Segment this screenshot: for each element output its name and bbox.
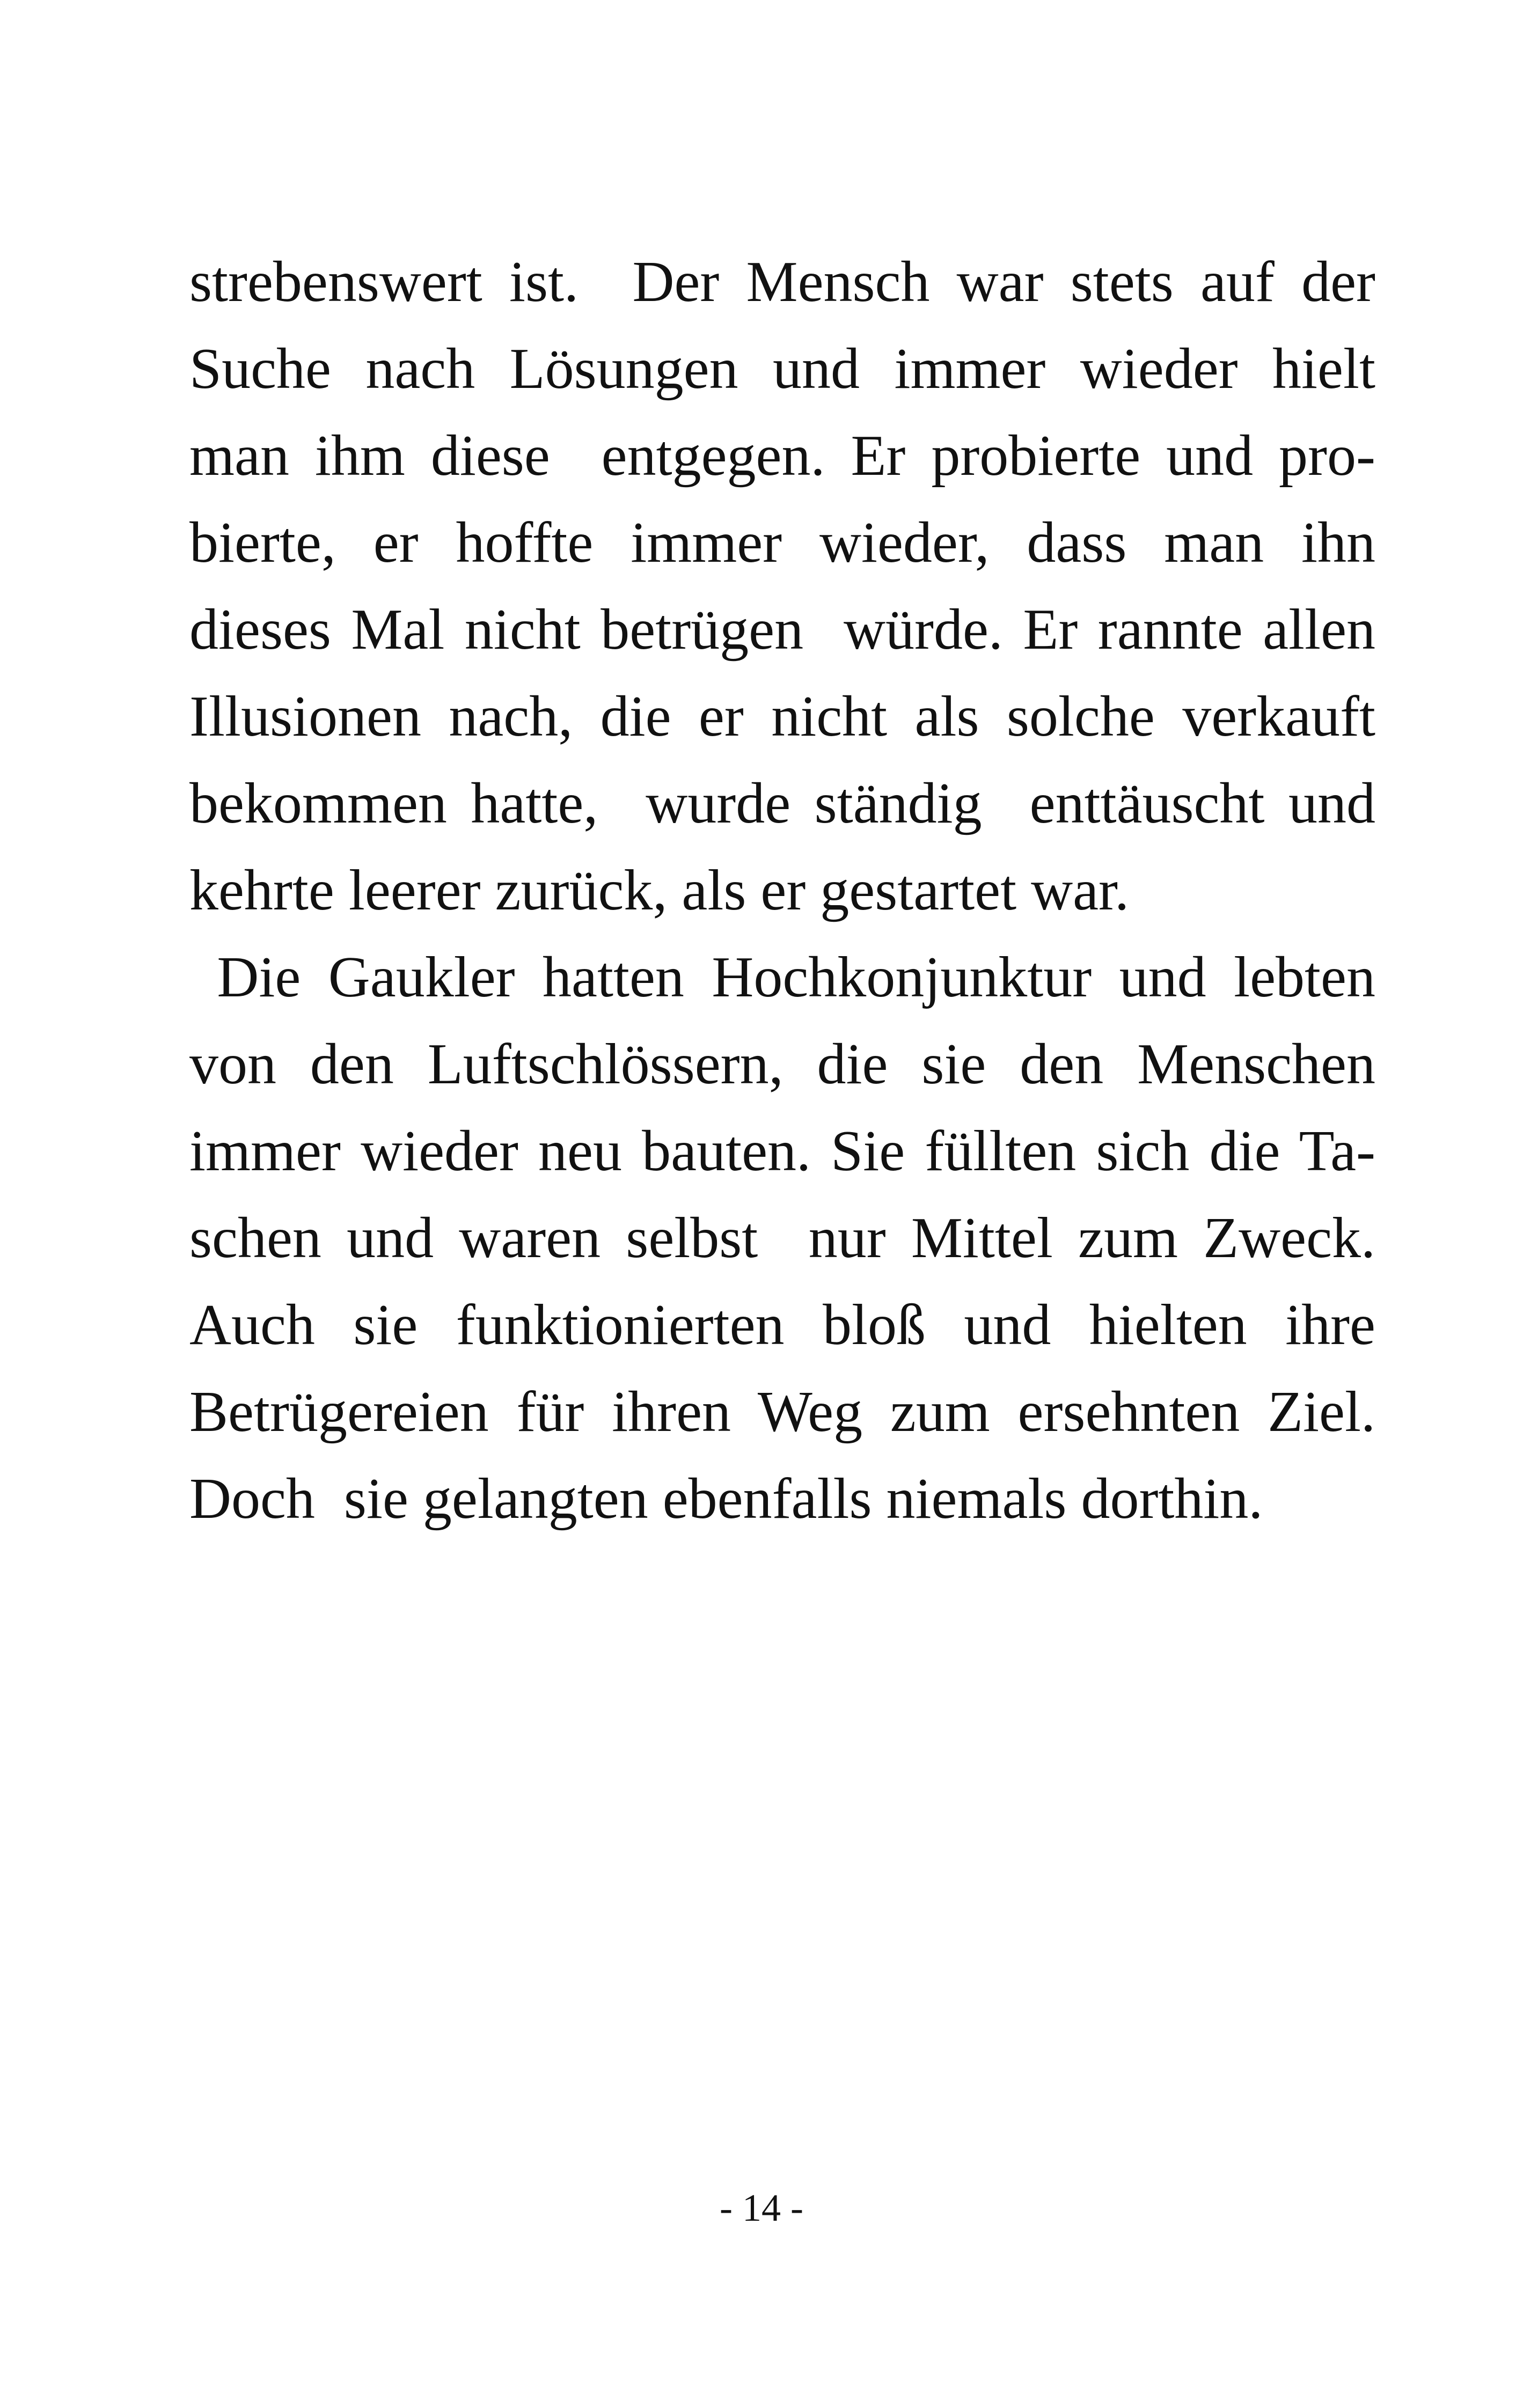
text-line: strebenswert ist. Der Mensch war stets auf der [189,250,1375,314]
text-line: dieses Mal nicht betrügen würde. Er rannte allen [189,598,1375,662]
text-line: immer wieder neu bauten. Sie füllten sich die Ta- [189,1119,1375,1183]
text-line: kehrte leerer zurück, als er gestartet war. [189,858,1130,922]
text-line: von den Luftschlössern, die sie den Menschen [189,1032,1375,1096]
page-number: - 14 - [720,2186,803,2229]
text-line: bierte, er hoffte immer wieder, dass man ihn [189,511,1375,575]
body-text [189,239,1375,1543]
text-line: Illusionen nach, die er nicht als solche verkauft [189,685,1375,748]
text-line: Suche nach Lösungen und immer wieder hielt [189,337,1375,401]
text-line: Doch sie gelangten ebenfalls niemals dorthin. [189,1467,1263,1531]
text-line: schen und waren selbst nur Mittel zum Zweck. [189,1206,1375,1270]
text-line: Auch sie funktionierten bloß und hielten ihre [189,1293,1375,1357]
text-line: Die Gaukler hatten Hochkonjunktur und lebten [189,945,1375,1009]
text-line: man ihm diese entgegen. Er probierte und pro- [189,424,1375,488]
text-line: Betrügereien für ihren Weg zum ersehnten Ziel. [189,1380,1375,1444]
text-line: bekommen hatte, wurde ständig enttäuscht und [189,772,1375,835]
